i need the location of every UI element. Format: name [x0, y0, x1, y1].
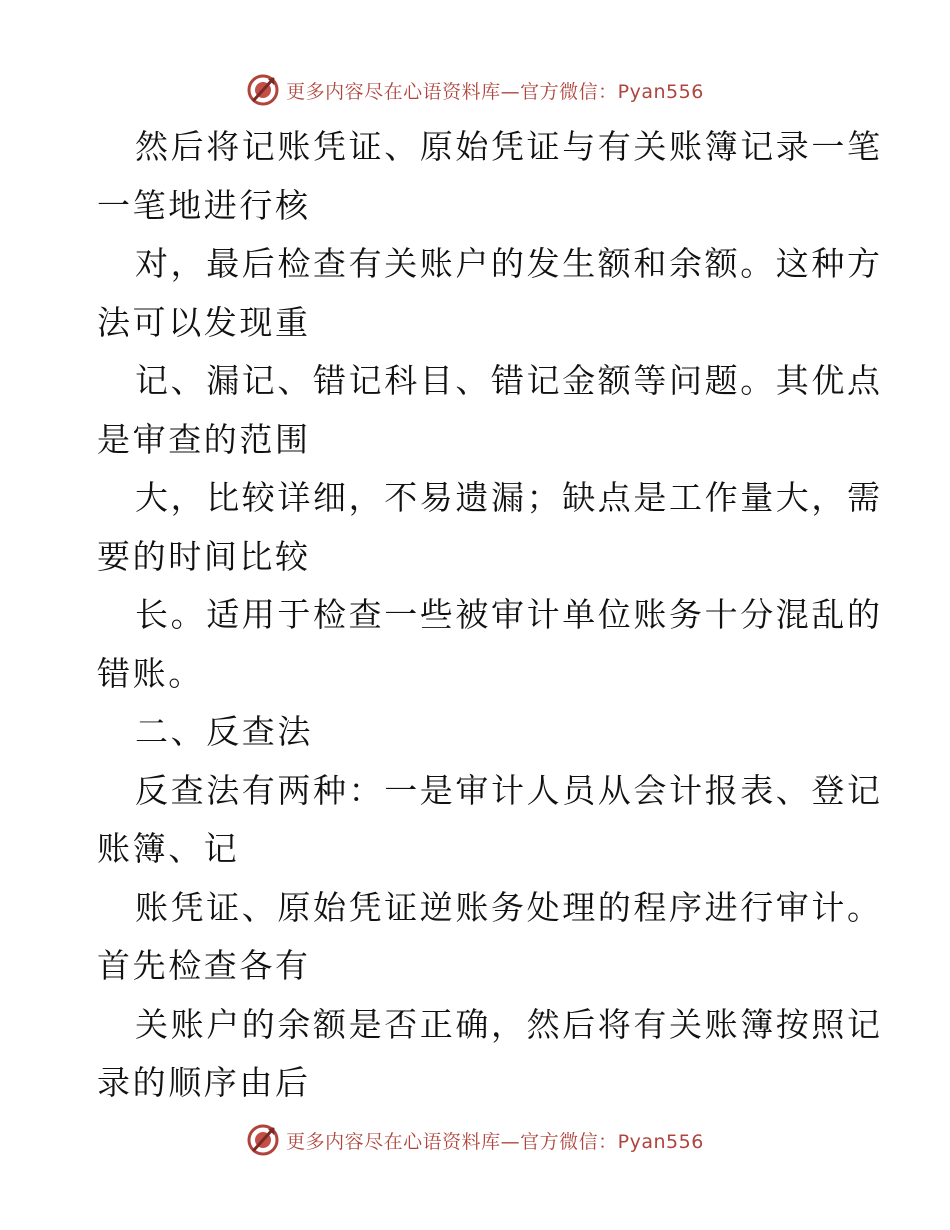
paragraph-line: 录的顺序由后 — [97, 1063, 311, 1102]
paragraph-line: 首先检查各有 — [97, 946, 311, 985]
paragraph — [0, 879, 950, 996]
quill-seal-icon — [246, 1123, 280, 1157]
paragraph-line: 账簿、记 — [97, 829, 240, 868]
section-heading — [0, 703, 950, 762]
quill-seal-icon — [246, 73, 280, 107]
paragraph-line: 账凭证、原始凭证逆账务处理的程序进行审计。 — [135, 887, 883, 927]
paragraph — [0, 586, 950, 703]
paragraph-line: 长。适用于检查一些被审计单位账务十分混乱的 — [135, 595, 883, 634]
paragraph-line: 反查法有两种：一是审计人员从会计报表、登记 — [135, 770, 883, 810]
document-body — [0, 118, 950, 1113]
paragraph — [0, 996, 950, 1113]
paragraph-line: 法可以发现重 — [97, 302, 311, 342]
paragraph — [0, 469, 950, 586]
footer-banner — [0, 1120, 950, 1160]
paragraph — [0, 118, 950, 235]
paragraph-line: 对，最后检查有关账户的发生额和余额。这种方 — [135, 244, 883, 283]
paragraph-line: 是审查的范围 — [97, 419, 311, 459]
paragraph-line: 记、漏记、错记科目、错记金额等问题。其优点 — [135, 361, 883, 400]
paragraph — [0, 762, 950, 879]
header-banner — [0, 70, 950, 110]
paragraph-line: 错账。 — [97, 653, 204, 693]
paragraph-line: 要的时间比较 — [97, 536, 311, 576]
paragraph-line: 一笔地进行核 — [97, 185, 311, 225]
banner-text: 更多内容尽在心语资料库—官方微信：Pyan556 — [286, 80, 704, 103]
paragraph — [0, 352, 950, 469]
paragraph-line: 大，比较详细，不易遗漏；缺点是工作量大，需 — [135, 478, 883, 517]
paragraph-line: 关账户的余额是否正确，然后将有关账簿按照记 — [135, 1004, 883, 1044]
heading-text: 二、反查法 — [135, 712, 313, 751]
banner-text: 更多内容尽在心语资料库—官方微信：Pyan556 — [286, 1130, 704, 1153]
paragraph-line: 然后将记账凭证、原始凭证与有关账簿记录一笔 — [135, 127, 883, 166]
paragraph — [0, 235, 950, 352]
